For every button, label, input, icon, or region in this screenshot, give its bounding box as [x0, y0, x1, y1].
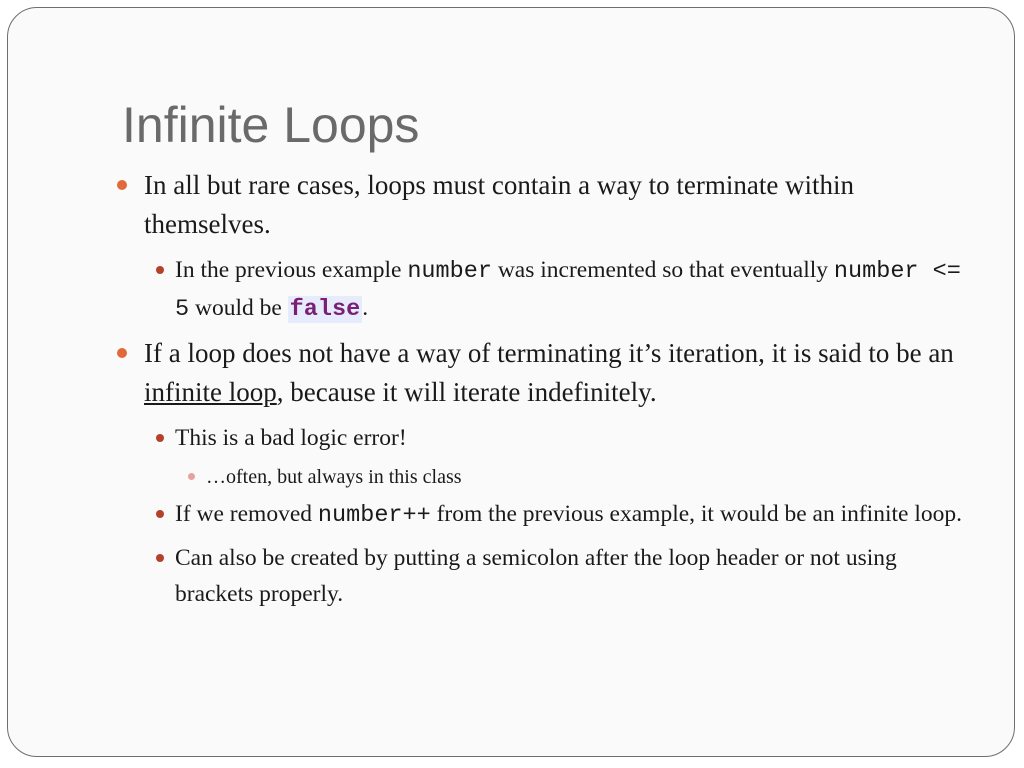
bullet-text: would be: [189, 295, 288, 321]
bullet-dot-icon: [188, 473, 195, 480]
slide-title: Infinite Loops: [122, 97, 420, 153]
bullet-text: If a loop does not have a way of terminating it’s iteration, it is said to be an: [144, 338, 954, 368]
bullet-dot-icon: [156, 510, 164, 518]
bullet-item-2-1-1: [114, 462, 976, 492]
bullet-text: In the previous example: [175, 257, 408, 283]
bullet-item-2-3: [114, 540, 976, 612]
term-infinite-loop: infinite loop: [144, 377, 277, 407]
bullet-dot-icon: [156, 434, 164, 442]
bullet-dot-icon: [117, 348, 127, 358]
bullet-text: In all but rare cases, loops must contain a way to terminate within themselves.: [144, 170, 855, 239]
bullet-text: , because it will iterate indefinitely.: [276, 377, 657, 407]
keyword-false: false: [289, 296, 361, 323]
bullet-dot-icon: [117, 180, 127, 190]
code-increment: number++: [317, 502, 431, 529]
bullet-item-2-1: [114, 420, 976, 456]
code-condition: number <= 5: [175, 258, 961, 323]
bullet-text: .: [362, 295, 369, 321]
bullet-item-2-2: [114, 496, 976, 534]
bullet-text: This is a bad logic error!: [175, 425, 407, 451]
bullet-list: [114, 166, 976, 618]
bullet-dot-icon: [156, 554, 164, 562]
bullet-text: …often, but always in this class: [206, 466, 462, 488]
bullet-item-2: [114, 334, 976, 412]
bullet-text: If we removed: [175, 501, 318, 527]
bullet-item-1: [114, 166, 976, 244]
bullet-text: was incremented so that eventually: [491, 257, 834, 283]
bullet-text: from the previous example, it would be an infinite loop.: [430, 501, 962, 527]
code-number: number: [407, 258, 492, 285]
bullet-text: Can also be created by putting a semicolon after the loop header or not using brackets properly.: [175, 545, 897, 607]
bullet-item-1-1: [114, 252, 976, 328]
bullet-dot-icon: [156, 266, 164, 274]
